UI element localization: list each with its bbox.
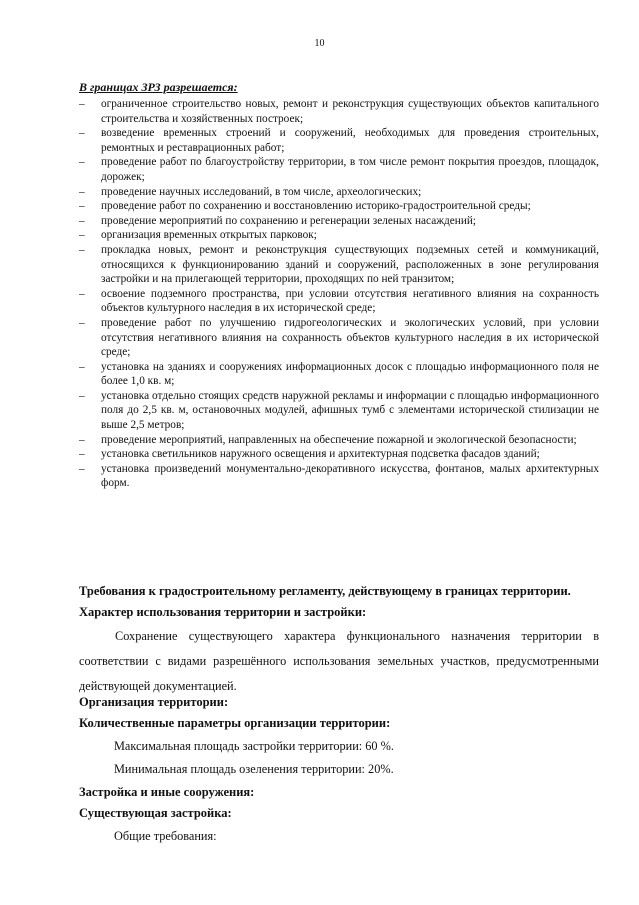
list-item: [79, 155, 599, 184]
list-item-text: проведение работ по благоустройству территории, в том числе ремонт покрытия проездов, площадок, дорожек;: [101, 156, 599, 183]
bullet-dash: –: [79, 243, 85, 256]
list-item-text: проведение научных исследований, в том числе, археологических;: [101, 185, 422, 198]
list-item: [79, 316, 599, 360]
list-item: [79, 185, 599, 200]
usage-paragraph: Сохранение существующего характера функционального назначения территории в соответствии с видами разрешённого использования земельных участков, предусмотренными действующей документацией.: [79, 629, 599, 693]
list-item: [79, 214, 599, 229]
bullet-dash: –: [79, 229, 85, 242]
list-item: [79, 97, 599, 126]
usage-heading: Характер использования территории и застройки:: [79, 605, 367, 619]
list-item: [79, 389, 599, 433]
page-number: 10: [314, 38, 325, 49]
min-green-area: Минимальная площадь озеленения территории: 20%.: [114, 762, 394, 776]
list-item-text: установка отдельно стоящих средств наружной рекламы и информации с площадью информационного поля до 2,5 кв. м, остановочных модулей, афишных тумб с элементами исторической стилизации не выше 2,5 метров;: [101, 389, 599, 432]
list-item: [79, 287, 599, 316]
list-item-text: проведение мероприятий по сохранению и регенерации зеленых насаждений;: [101, 214, 477, 227]
buildings-heading: Застройка и иные сооружения:: [79, 785, 255, 799]
bullet-dash: –: [79, 185, 85, 198]
list-item-text: возведение временных строений и сооружений, необходимых для проведения строительных, ремонтных и реставрационных работ;: [101, 127, 599, 154]
list-item: [79, 447, 599, 462]
bullet-dash: –: [79, 433, 85, 446]
list-item-text: прокладка новых, ремонт и реконструкция существующих подземных сетей и коммуникаций, относящихся к функционированию зданий и сооружений, расположенных в зоне регулирования застройки и на прилегающей территории, проходящих по ней транзитом;: [101, 243, 599, 286]
bullet-dash: –: [79, 316, 85, 329]
list-item: [79, 228, 599, 243]
existing-heading: Существующая застройка:: [79, 806, 232, 820]
zrz-heading: В границах ЗРЗ разрешается:: [79, 80, 238, 94]
list-item-text: установка на зданиях и сооружениях информационных досок с площадью информационного поля не более 1,0 кв. м;: [101, 360, 599, 388]
list-item-text: установка произведений монументально-декоративного искусства, фонтанов, малых архитектурных форм.: [101, 462, 599, 490]
list-item: [79, 126, 599, 155]
list-item-text: освоение подземного пространства, при условии отсутствия негативного влияния на сохранность объектов культурного наследия в их исторической среде;: [101, 287, 599, 315]
list-item-text: проведение мероприятий, направленных на обеспечение пожарной и экологической безопасности;: [101, 433, 577, 446]
bullet-dash: –: [79, 98, 85, 110]
bullet-dash: –: [79, 389, 85, 402]
list-item: [79, 462, 599, 491]
list-item-text: организация временных открытых парковок;: [101, 229, 317, 242]
list-item: [79, 360, 599, 389]
permitted-list: [79, 97, 599, 491]
list-item: [79, 243, 599, 287]
quant-heading: Количественные параметры организации территории:: [79, 716, 391, 730]
bullet-dash: –: [79, 360, 85, 373]
bullet-dash: –: [79, 127, 85, 140]
bullet-dash: –: [79, 448, 85, 461]
list-item-text: проведение работ по улучшению гидрогеологических и экологических условий, при условии отсутствия негативного влияния на сохранность объектов культурного наследия в их исторической среде;: [101, 316, 599, 359]
bullet-dash: –: [79, 287, 85, 300]
list-item-text: ограниченное строительство новых, ремонт и реконструкция существующих объектов капитального строительства и хозяйственных построек;: [101, 98, 599, 125]
list-item-text: установка светильников наружного освещения и архитектурная подсветка фасадов зданий;: [101, 448, 540, 461]
list-item: [79, 199, 599, 214]
general-requirements: Общие требования:: [114, 829, 217, 843]
list-item: [79, 433, 599, 448]
organization-heading: Организация территории:: [79, 695, 229, 709]
bullet-dash: –: [79, 462, 85, 475]
bullet-dash: –: [79, 214, 85, 227]
list-item-text: проведение работ по сохранению и восстановлению историко-градостроительной среды;: [101, 200, 531, 213]
bullet-dash: –: [79, 156, 85, 169]
max-building-area: Максимальная площадь застройки территории: 60 %.: [114, 739, 394, 753]
requirements-heading: Требования к градостроительному регламенту, действующему в границах территории.: [79, 584, 571, 598]
bullet-dash: –: [79, 200, 85, 213]
